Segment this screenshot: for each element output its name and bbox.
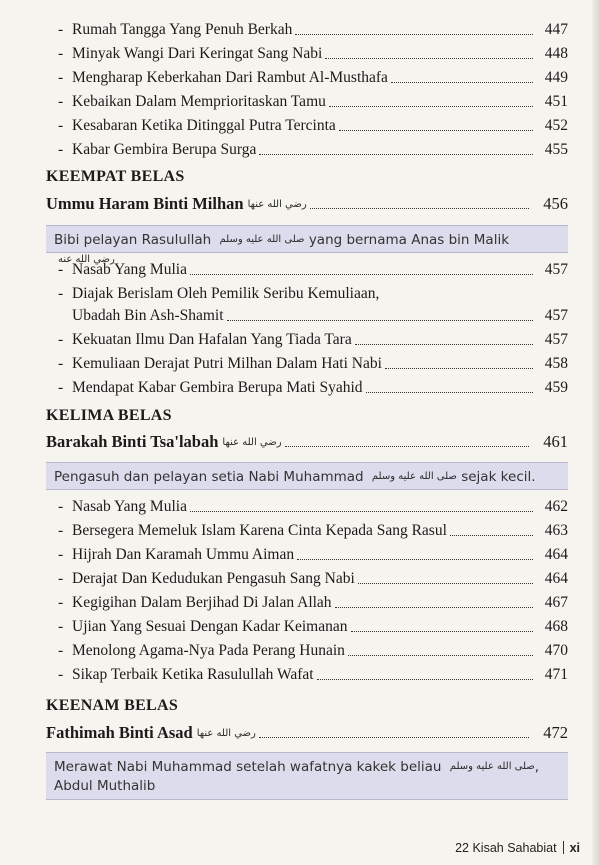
toc-entry[interactable]: - Nasab Yang Mulia 462 xyxy=(58,498,568,515)
entry-title: Derajat Dan Kedudukan Pengasuh Sang Nabi xyxy=(72,570,355,587)
entry-title: Bersegera Memeluk Islam Karena Cinta Kepada Sang Rasul xyxy=(72,522,447,539)
entry-page: 464 xyxy=(544,570,568,587)
chapter-heading[interactable] xyxy=(46,190,568,214)
entry-title: Kebaikan Dalam Memprioritaskan Tamu xyxy=(72,93,326,110)
toc-entry[interactable]: - Kemuliaan Derajat Putri Milhan Dalam Hati Nabi 458 xyxy=(58,355,568,372)
chapter-page: 461 xyxy=(543,432,568,451)
chapter-page: 472 xyxy=(543,723,568,742)
toc-entry[interactable]: - Kabar Gembira Berupa Surga 455 xyxy=(58,141,568,158)
entry-title: Kemuliaan Derajat Putri Milhan Dalam Hati Nabi xyxy=(72,355,382,372)
toc-entry[interactable]: - Nasab Yang Mulia 457 xyxy=(58,261,568,278)
entry-page: 470 xyxy=(544,642,568,659)
leader-dots xyxy=(325,58,533,59)
chapter-title: Barakah Binti Tsa'labah رضي الله عنها xyxy=(46,432,282,451)
leader-dots xyxy=(259,737,529,738)
page-number: xi xyxy=(569,841,580,855)
leader-dots xyxy=(351,631,534,632)
leader-dots xyxy=(339,130,533,131)
entry-page: 468 xyxy=(544,618,568,635)
toc-entry[interactable]: - Rumah Tangga Yang Penuh Berkah 447 xyxy=(58,21,568,38)
leader-dots xyxy=(391,82,533,83)
leader-dots xyxy=(285,446,529,447)
entry-page: 451 xyxy=(544,93,568,110)
toc-entry[interactable]: - Kebaikan Dalam Memprioritaskan Tamu 451 xyxy=(58,93,568,110)
entry-title: Kesabaran Ketika Ditinggal Putra Tercinta xyxy=(72,117,336,134)
entry-title: Rumah Tangga Yang Penuh Berkah xyxy=(72,21,293,38)
toc-entry[interactable]: - Mengharap Keberkahan Dari Rambut Al-Musthafa 449 xyxy=(58,69,568,86)
leader-dots xyxy=(190,511,533,512)
entry-page: 457 xyxy=(544,261,568,278)
leader-dots xyxy=(358,583,533,584)
entry-title: Ujian Yang Sesuai Dengan Kadar Keimanan xyxy=(72,618,348,635)
honorific-glyph: رضي الله عنها xyxy=(247,199,307,210)
honorific-glyph: صلى الله عليه وسلم xyxy=(371,471,457,482)
entry-page: 457 xyxy=(544,331,568,348)
entry-page: 459 xyxy=(544,379,568,396)
entry-title: Minyak Wangi Dari Keringat Sang Nabi xyxy=(72,45,323,62)
entry-title: Kekuatan Ilmu Dan Hafalan Yang Tiada Tara xyxy=(72,331,352,348)
chapter-heading[interactable] xyxy=(46,428,568,452)
entry-page: 463 xyxy=(544,522,568,539)
toc-entry[interactable]: - Kesabaran Ketika Ditinggal Putra Tercinta 452 xyxy=(58,117,568,134)
entry-page: 457 xyxy=(544,307,568,324)
chapter-description: Pengasuh dan pelayan setia Nabi Muhammad صلى الله عليه وسلم sejak kecil. xyxy=(46,462,568,490)
toc-entry[interactable]: - Kegigihan Dalam Berjihad Di Jalan Allah 467 xyxy=(58,594,568,611)
chapter-description: Bibi pelayan Rasulullah صلى الله عليه وسلم yang bernama Anas bin Malik رضي الله عنه xyxy=(46,225,568,253)
chapter-heading[interactable] xyxy=(46,719,568,743)
leader-dots xyxy=(366,392,533,393)
toc-entry[interactable]: - Menolong Agama-Nya Pada Perang Hunain 470 xyxy=(58,642,568,659)
chapter-description: Merawat Nabi Muhammad setelah wafatnya kakek beliau صلى الله عليه وسلم, Abdul Muthalib xyxy=(46,752,568,800)
entry-title: Ubadah Bin Ash-Shamit xyxy=(72,307,224,324)
entry-page: 462 xyxy=(544,498,568,515)
leader-dots xyxy=(385,368,533,369)
honorific-glyph: رضي الله عنها xyxy=(222,437,282,448)
toc-entry[interactable]: - Ujian Yang Sesuai Dengan Kadar Keimanan 468 xyxy=(58,618,568,635)
entry-page: 467 xyxy=(544,594,568,611)
leader-dots xyxy=(355,344,533,345)
honorific-glyph: صلى الله عليه وسلم xyxy=(449,761,535,772)
entry-page: 471 xyxy=(544,666,568,683)
entry-page: 452 xyxy=(544,117,568,134)
leader-dots xyxy=(317,679,533,680)
entry-page: 447 xyxy=(544,21,568,38)
honorific-glyph: رضي الله عنها xyxy=(196,728,256,739)
chapter-label: KEENAM BELAS xyxy=(46,697,179,714)
leader-dots xyxy=(335,607,533,608)
entry-page: 458 xyxy=(544,355,568,372)
leader-dots xyxy=(329,106,533,107)
entry-page: 448 xyxy=(544,45,568,62)
toc-entry[interactable]: - Bersegera Memeluk Islam Karena Cinta Kepada Sang Rasul 463 xyxy=(58,522,568,539)
leader-dots xyxy=(297,559,533,560)
entry-title: Nasab Yang Mulia xyxy=(72,498,187,515)
page-footer xyxy=(455,841,580,855)
honorific-glyph: صلى الله عليه وسلم xyxy=(219,234,305,245)
leader-dots xyxy=(348,655,533,656)
leader-dots xyxy=(310,208,529,209)
toc-entry[interactable]: - Kekuatan Ilmu Dan Hafalan Yang Tiada Tara 457 xyxy=(58,331,568,348)
honorific-glyph: رضي الله عنه xyxy=(58,254,115,265)
entry-title: Nasab Yang Mulia xyxy=(72,261,187,278)
chapter-page: 456 xyxy=(543,194,568,213)
chapter-label: KEEMPAT BELAS xyxy=(46,168,185,185)
entry-title: Mendapat Kabar Gembira Berupa Mati Syahid xyxy=(72,379,363,396)
entry-page: 449 xyxy=(544,69,568,86)
entry-title: Diajak Berislam Oleh Pemilik Seribu Kemuliaan, xyxy=(72,285,380,302)
leader-dots xyxy=(259,154,533,155)
toc-entry[interactable]: - Hijrah Dan Karamah Ummu Aiman 464 xyxy=(58,546,568,563)
toc-entry[interactable]: - Mendapat Kabar Gembira Berupa Mati Syahid 459 xyxy=(58,379,568,396)
chapter-title: Ummu Haram Binti Milhan رضي الله عنها xyxy=(46,194,307,213)
entry-title: Kabar Gembira Berupa Surga xyxy=(72,141,257,158)
entry-page: 455 xyxy=(544,141,568,158)
entry-title: Menolong Agama-Nya Pada Perang Hunain xyxy=(72,642,345,659)
entry-title: Hijrah Dan Karamah Ummu Aiman xyxy=(72,546,295,563)
toc-entry-continuation[interactable] xyxy=(58,302,568,326)
entry-title: Kegigihan Dalam Berjihad Di Jalan Allah xyxy=(72,594,332,611)
footer-divider xyxy=(563,841,564,854)
toc-entry[interactable]: - Derajat Dan Kedudukan Pengasuh Sang Nabi 464 xyxy=(58,570,568,587)
leader-dots xyxy=(295,34,533,35)
chapter-label: KELIMA BELAS xyxy=(46,407,172,424)
toc-entry[interactable]: - Diajak Berislam Oleh Pemilik Seribu Kemuliaan, xyxy=(58,285,380,302)
leader-dots xyxy=(190,274,533,275)
entry-page: 464 xyxy=(544,546,568,563)
chapter-title: Fathimah Binti Asad رضي الله عنها xyxy=(46,723,256,742)
book-title: 22 Kisah Sahabiat xyxy=(455,841,557,855)
leader-dots xyxy=(227,320,533,321)
entry-title: Mengharap Keberkahan Dari Rambut Al-Musthafa xyxy=(72,69,388,86)
entry-title: Sikap Terbaik Ketika Rasulullah Wafat xyxy=(72,666,314,683)
toc-entry[interactable]: - Sikap Terbaik Ketika Rasulullah Wafat 471 xyxy=(58,666,568,683)
toc-entry[interactable]: - Minyak Wangi Dari Keringat Sang Nabi 448 xyxy=(58,45,568,62)
page-edge-shadow xyxy=(592,0,600,865)
leader-dots xyxy=(450,535,533,536)
